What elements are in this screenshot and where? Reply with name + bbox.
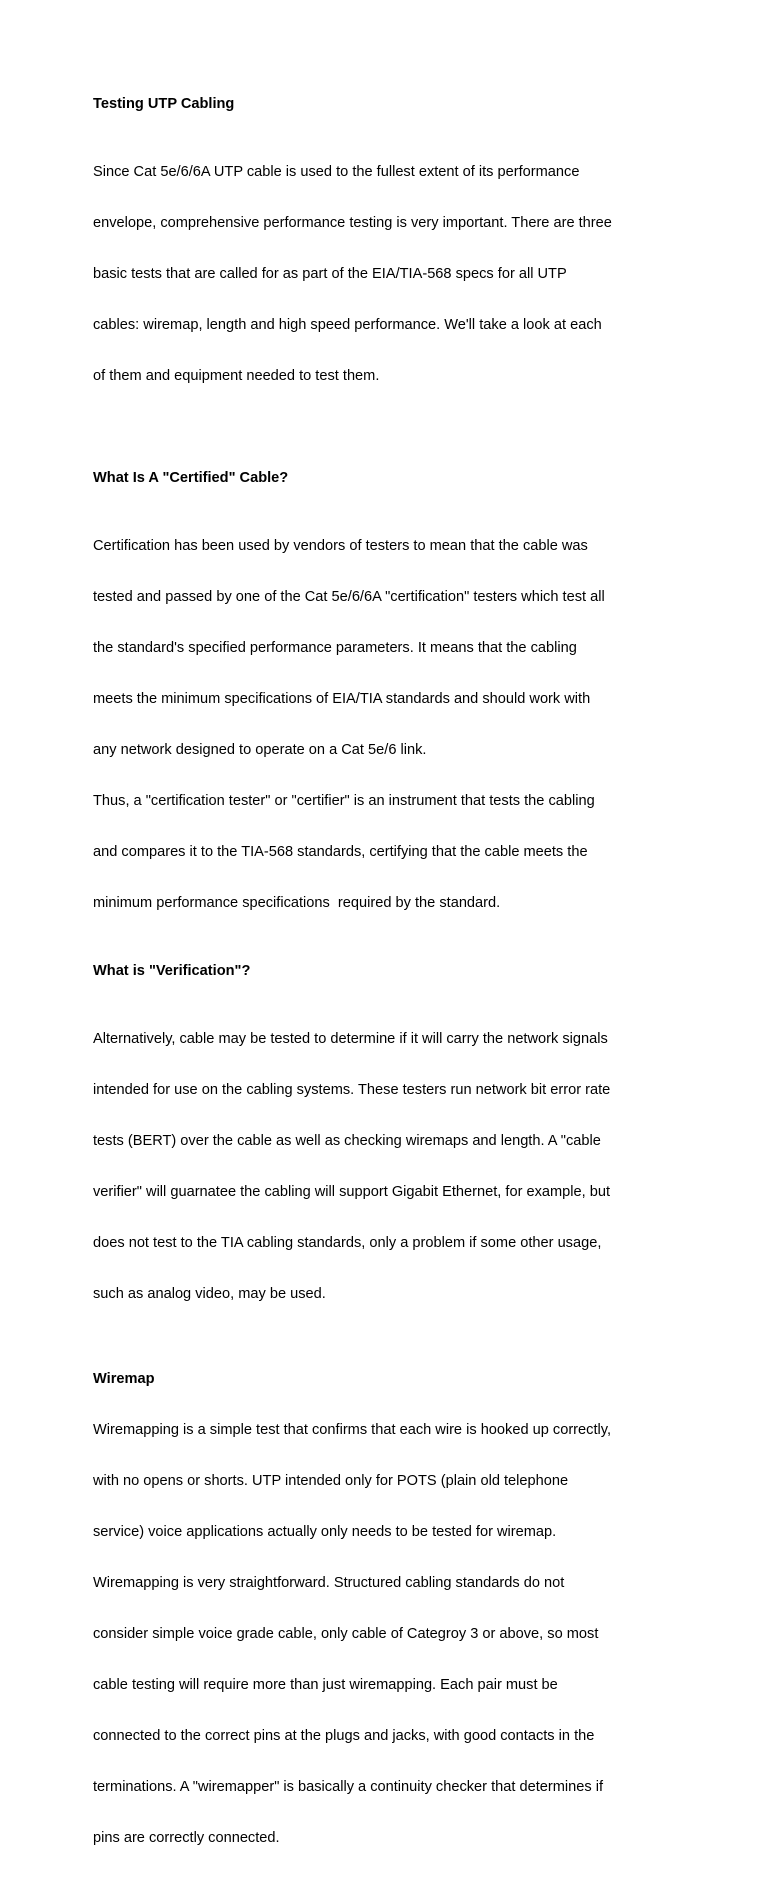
text-line: verifier" will guarnatee the cabling will support Gigabit Ethernet, for example, but [93, 1184, 611, 1200]
text-line: such as analog video, may be used. [93, 1286, 326, 1302]
section-paragraph [93, 997, 673, 1337]
text-line: does not test to the TIA cabling standards, only a problem if some other usage, [93, 1235, 602, 1251]
text-line: any network designed to operate on a Cat 5e/6 link. [93, 742, 427, 758]
text-line: Wiremapping is very straightforward. Structured cabling standards do not [93, 1575, 565, 1591]
section-paragraph [93, 504, 673, 946]
text-line: service) voice applications actually only needs to be tested for wiremap. [93, 1524, 557, 1540]
text-line: meets the minimum specifications of EIA/TIA standards and should work with [93, 691, 591, 707]
section-heading: Testing UTP Cabling [93, 96, 235, 112]
text-line: Wiremapping is a simple test that confirms that each wire is hooked up correctly, [93, 1422, 612, 1438]
text-line: connected to the correct pins at the plugs and jacks, with good contacts in the [93, 1728, 595, 1744]
text-line: consider simple voice grade cable, only cable of Categroy 3 or above, so most [93, 1626, 599, 1642]
text-line: cables: wiremap, length and high speed performance. We'll take a look at each [93, 317, 602, 333]
text-line: Thus, a "certification tester" or "certifier" is an instrument that tests the cabling [93, 793, 595, 809]
section-heading: What Is A "Certified" Cable? [93, 470, 289, 486]
text-line: tested and passed by one of the Cat 5e/6/6A "certification" testers which test all [93, 589, 605, 605]
text-line: basic tests that are called for as part of the EIA/TIA-568 specs for all UTP [93, 266, 567, 282]
text-line: intended for use on the cabling systems. These testers run network bit error rate [93, 1082, 611, 1098]
text-line: Certification has been used by vendors of testers to mean that the cable was [93, 538, 588, 554]
text-line: Alternatively, cable may be tested to determine if it will carry the network signals [93, 1031, 608, 1047]
section-certified-cable [93, 470, 673, 946]
document-page [93, 96, 673, 1881]
text-line: of them and equipment needed to test them. [93, 368, 380, 384]
text-line: terminations. A "wiremapper" is basically a continuity checker that determines if [93, 1779, 604, 1795]
text-line: pins are correctly connected. [93, 1830, 280, 1846]
text-line: minimum performance specifications required by the standard. [93, 895, 501, 911]
section-heading: What is "Verification"? [93, 963, 251, 979]
section-verification [93, 963, 673, 1337]
text-line: cable testing will require more than just wiremapping. Each pair must be [93, 1677, 558, 1693]
section-testing-utp [93, 96, 673, 419]
text-line: Since Cat 5e/6/6A UTP cable is used to the fullest extent of its performance [93, 164, 580, 180]
text-line: and compares it to the TIA-568 standards, certifying that the cable meets the [93, 844, 588, 860]
text-line: the standard's specified performance parameters. It means that the cabling [93, 640, 577, 656]
text-line: tests (BERT) over the cable as well as checking wiremaps and length. A "cable [93, 1133, 601, 1149]
section-wiremap [93, 1371, 673, 1881]
section-heading: Wiremap [93, 1371, 155, 1387]
section-paragraph [93, 130, 673, 419]
text-line: with no opens or shorts. UTP intended only for POTS (plain old telephone [93, 1473, 569, 1489]
text-line: envelope, comprehensive performance testing is very important. There are three [93, 215, 612, 231]
section-paragraph [93, 1388, 673, 1881]
